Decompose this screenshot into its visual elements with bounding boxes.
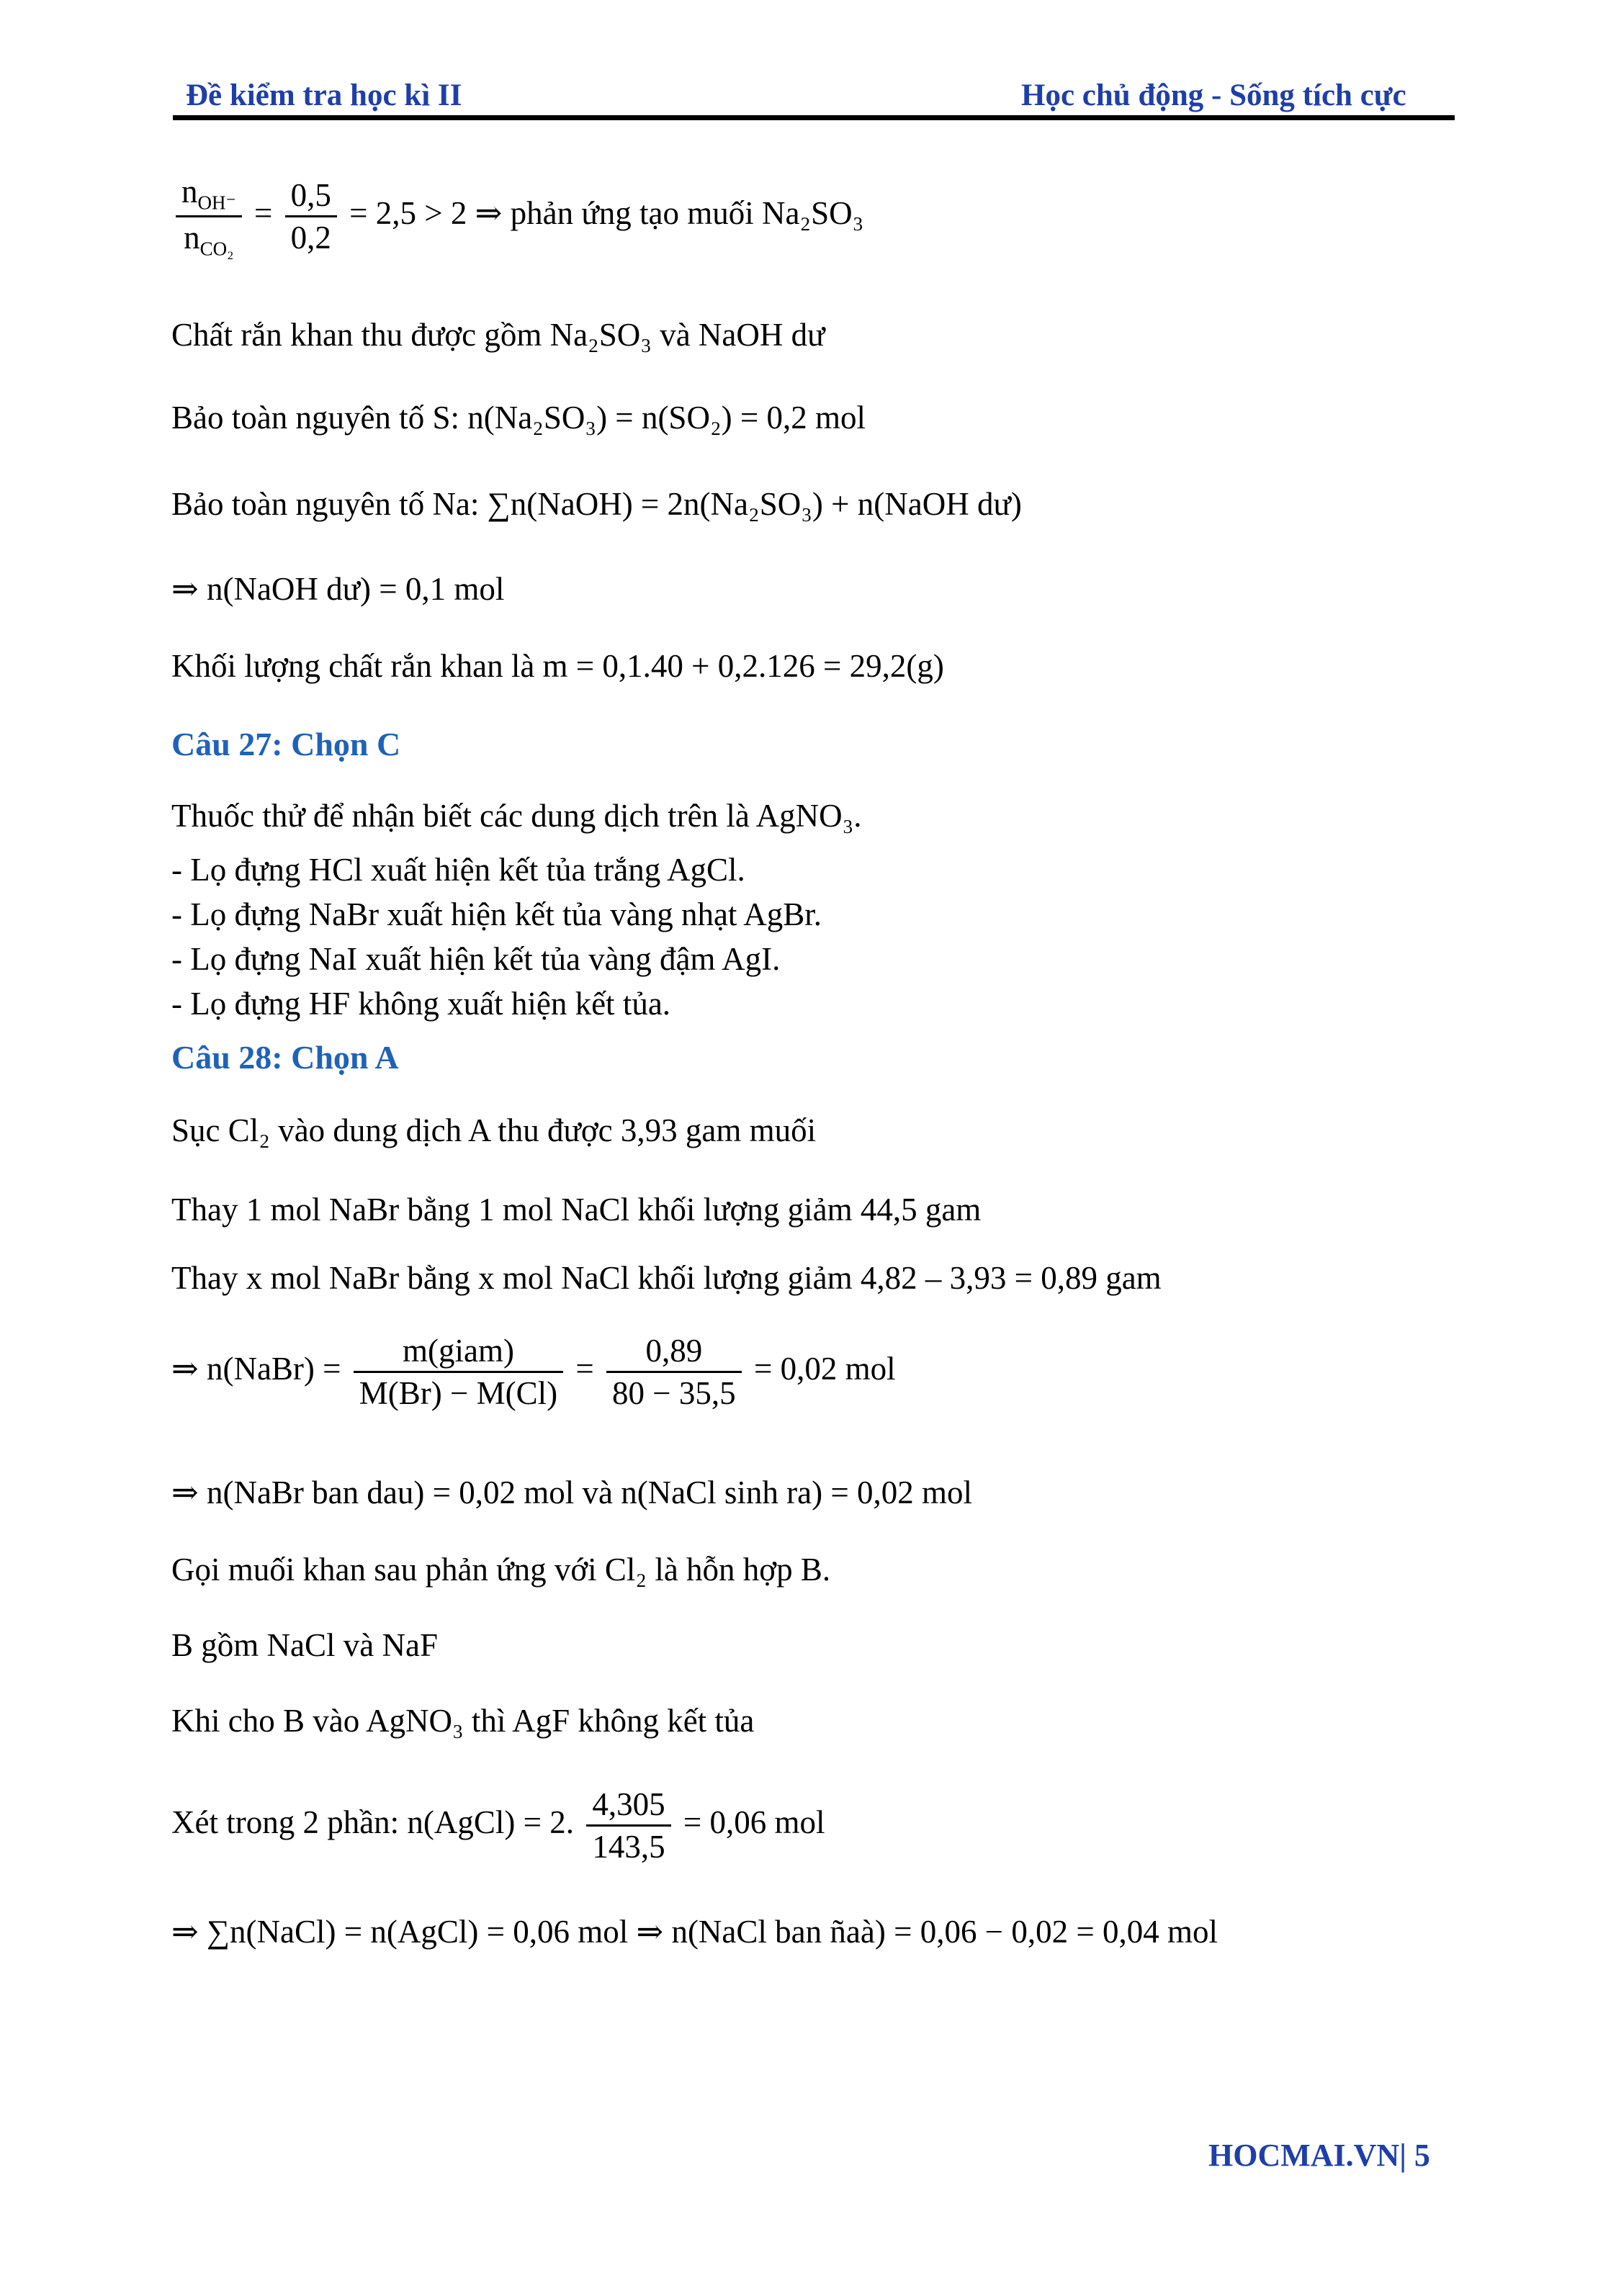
text-line: - Lọ đựng HCl xuất hiện kết tủa trắng AgCl. (171, 852, 745, 888)
text-line: Bảo toàn nguyên tố S: n(Na₂SO₃) = n(SO₂) = 0,2 mol (171, 400, 866, 436)
header-divider (173, 115, 1455, 120)
header-title-left: Đề kiểm tra học kì II (186, 78, 462, 112)
value-fraction: $\frac{0,89}{80 - 35,5}$ (606, 1331, 742, 1414)
text-line: ⇒ n(NaOH dư) = 0,1 mol (171, 571, 505, 607)
question-27-title: Câu 27: Chọn C (171, 726, 401, 762)
text-line: Thay 1 mol NaBr bằng 1 mol NaCl khối lượng giảm 44,5 gam (171, 1192, 982, 1228)
ratio-fraction: $\frac{n_{OH^-}}{n_{CO_2}}$ (176, 171, 242, 261)
formula-nabr-line: ⇒ n(NaBr) = $\frac{\text{m(giam)}}{M(Br) - M(Cl)}$ = $\frac{0,89}{80 - 35,5}$ = 0,02 mol (171, 1331, 896, 1414)
formula-agcl-line: Xét trong 2 phần: n(AgCl) = 2. $\frac{4,305}{143,5}$ = 0,06 mol (171, 1784, 825, 1868)
text-line: Chất rắn khan thu được gồm Na₂SO₃ và NaOH dư (171, 317, 825, 353)
text-line: Thuốc thử để nhận biết các dung dịch trên là AgNO₃. (171, 798, 862, 834)
agcl-fraction: $\frac{4,305}{143,5}$ (586, 1784, 670, 1868)
formula-ratio-line: $\frac{n_{OH^-}}{n_{CO_2}}$ = $\frac{0,5}{0,2}$ = 2,5 > 2 ⇒ phản ứng tạo muối Na₂SO₃ (171, 171, 863, 261)
ratio-conclusion: = 2,5 > 2 ⇒ phản ứng tạo muối Na₂SO₃ (349, 195, 864, 232)
ratio-value-fraction: $\frac{0,5}{0,2}$ (285, 175, 337, 258)
footer-page-number: HOCMAI.VN| 5 (1208, 2138, 1430, 2173)
text-line: Khối lượng chất rắn khan là m = 0,1.40 + 0,2.126 = 29,2(g) (171, 648, 944, 684)
text-line: Sục Cl₂ vào dung dịch A thu được 3,93 gam muối (171, 1112, 817, 1148)
text-line: Khi cho B vào AgNO₃ thì AgF không kết tủa (171, 1703, 755, 1739)
text-line: - Lọ đựng HF không xuất hiện kết tủa. (171, 986, 671, 1022)
text-line: B gồm NaCl và NaF (171, 1627, 438, 1663)
text-line: ⇒ n(NaBr ban dau) = 0,02 mol và n(NaCl sinh ra) = 0,02 mol (171, 1475, 973, 1511)
text-line: ⇒ ∑n(NaCl) = n(AgCl) = 0,06 mol ⇒ n(NaCl ban ñaà) = 0,06 − 0,02 = 0,04 mol (171, 1914, 1218, 1950)
text-line: - Lọ đựng NaI xuất hiện kết tủa vàng đậm AgI. (171, 941, 781, 977)
question-28-title: Câu 28: Chọn A (171, 1039, 399, 1076)
text-line: - Lọ đựng NaBr xuất hiện kết tủa vàng nhạt AgBr. (171, 896, 822, 932)
text-line: Thay x mol NaBr bằng x mol NaCl khối lượng giảm 4,82 – 3,93 = 0,89 gam (171, 1260, 1162, 1296)
mass-loss-fraction: $\frac{\text{m(giam)}}{M(Br) - M(Cl)}$ (354, 1331, 563, 1414)
header-title-right: Học chủ động - Sống tích cực (1021, 78, 1406, 112)
text-line: Bảo toàn nguyên tố Na: ∑n(NaOH) = 2n(Na₂SO₃) + n(NaOH dư) (171, 486, 1022, 522)
text-line: Gọi muối khan sau phản ứng với Cl₂ là hỗn hợp B. (171, 1552, 831, 1588)
